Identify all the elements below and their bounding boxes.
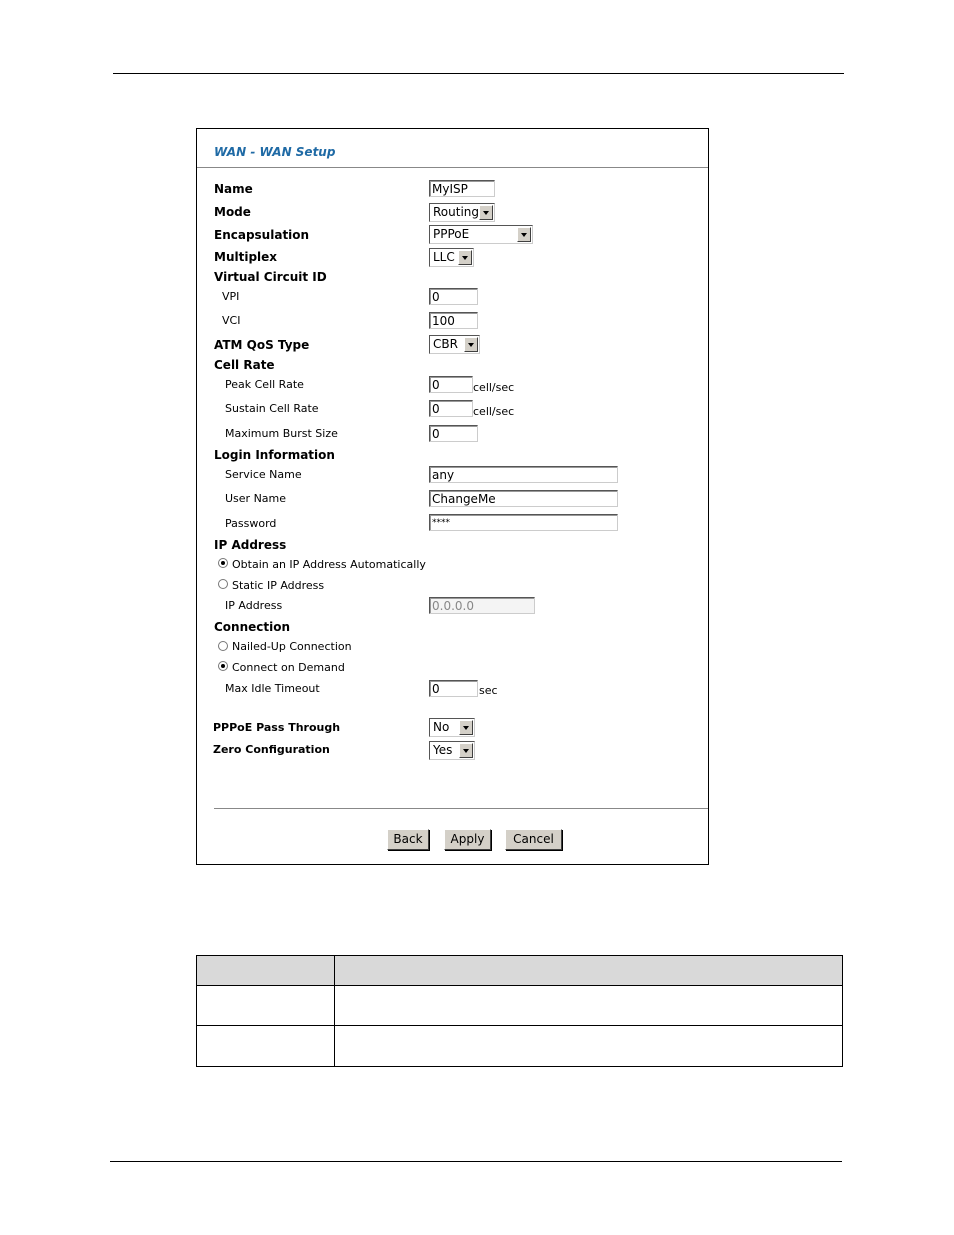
- multiplex-label: Multiplex: [214, 250, 278, 264]
- connect-on-demand-label: Connect on Demand: [232, 661, 345, 674]
- vci-input[interactable]: 100: [429, 312, 478, 329]
- vpi-label: VPI: [222, 290, 240, 303]
- table-header-row: [196, 955, 843, 985]
- max-idle-timeout-input[interactable]: 0: [429, 680, 478, 697]
- wan-setup-panel: [196, 128, 709, 865]
- name-label: Name: [214, 182, 253, 196]
- mode-label: Mode: [214, 205, 251, 219]
- multiplex-value: LLC: [433, 250, 455, 264]
- max-idle-timeout-unit: sec: [479, 684, 498, 697]
- sustain-cell-rate-input[interactable]: 0: [429, 400, 473, 417]
- ip-address-section-label: IP Address: [214, 538, 287, 552]
- max-idle-timeout-label: Max Idle Timeout: [225, 682, 320, 695]
- virtual-circuit-label: Virtual Circuit ID: [214, 270, 327, 284]
- ip-static-label: Static IP Address: [232, 579, 325, 592]
- password-input[interactable]: ****: [429, 514, 618, 531]
- encapsulation-label: Encapsulation: [214, 228, 310, 242]
- pppoe-pass-through-select[interactable]: [429, 718, 475, 737]
- user-name-label: User Name: [225, 492, 287, 505]
- table-border-right: [842, 955, 843, 1067]
- table-border-top: [196, 955, 843, 956]
- name-input[interactable]: MyISP: [429, 180, 495, 197]
- service-name-label: Service Name: [225, 468, 302, 481]
- chevron-down-icon[interactable]: [459, 743, 473, 758]
- ip-auto-label: Obtain an IP Address Automatically: [232, 558, 426, 571]
- encapsulation-value: PPPoE: [433, 227, 470, 241]
- buttons-divider: [214, 808, 708, 809]
- zero-configuration-label: Zero Configuration: [213, 743, 330, 756]
- table-border-header: [196, 985, 843, 986]
- ip-static-radio[interactable]: [218, 579, 228, 589]
- nailed-up-label: Nailed-Up Connection: [232, 640, 352, 653]
- cell-rate-label: Cell Rate: [214, 358, 275, 372]
- vpi-input[interactable]: 0: [429, 288, 478, 305]
- chevron-down-icon[interactable]: [517, 227, 531, 242]
- chevron-down-icon[interactable]: [458, 250, 472, 265]
- table-border-left: [196, 955, 197, 1067]
- sustain-cell-rate-unit: cell/sec: [473, 405, 515, 418]
- peak-cell-rate-label: Peak Cell Rate: [225, 378, 304, 391]
- vci-label: VCI: [222, 314, 241, 327]
- pppoe-pass-through-label: PPPoE Pass Through: [213, 721, 341, 734]
- connection-label: Connection: [214, 620, 291, 634]
- table-border-mid: [334, 955, 335, 1067]
- user-name-input[interactable]: ChangeMe: [429, 490, 618, 507]
- peak-cell-rate-unit: cell/sec: [473, 381, 515, 394]
- title-divider: [197, 167, 708, 168]
- description-table: [196, 955, 843, 1067]
- zero-configuration-value: Yes: [433, 743, 453, 757]
- peak-cell-rate-input[interactable]: 0: [429, 376, 473, 393]
- password-label: Password: [225, 517, 277, 530]
- mode-select[interactable]: [429, 203, 495, 222]
- pppoe-pass-through-value: No: [433, 720, 450, 734]
- connect-on-demand-radio[interactable]: [218, 661, 228, 671]
- mode-value: Routing: [433, 205, 480, 219]
- back-button[interactable]: Back: [387, 829, 429, 850]
- chevron-down-icon[interactable]: [464, 337, 478, 352]
- service-name-input[interactable]: any: [429, 466, 618, 483]
- chevron-down-icon[interactable]: [479, 205, 493, 220]
- zero-configuration-select[interactable]: [429, 741, 475, 760]
- page-title: WAN - WAN Setup: [214, 145, 336, 159]
- sustain-cell-rate-label: Sustain Cell Rate: [225, 402, 319, 415]
- ip-address-label: IP Address: [225, 599, 283, 612]
- cancel-button[interactable]: Cancel: [505, 829, 562, 850]
- max-burst-size-label: Maximum Burst Size: [225, 427, 338, 440]
- footer-rule: [110, 1161, 842, 1162]
- ip-address-input[interactable]: 0.0.0.0: [429, 597, 535, 614]
- encapsulation-select[interactable]: [429, 225, 533, 244]
- nailed-up-radio[interactable]: [218, 641, 228, 651]
- header-rule: [113, 73, 844, 74]
- atm-qos-label: ATM QoS Type: [214, 338, 310, 352]
- apply-button[interactable]: Apply: [444, 829, 491, 850]
- max-burst-size-input[interactable]: 0: [429, 425, 478, 442]
- ip-auto-radio[interactable]: [218, 558, 228, 568]
- chevron-down-icon[interactable]: [459, 720, 473, 735]
- table-border-row: [196, 1025, 843, 1026]
- atm-qos-select[interactable]: [429, 335, 480, 354]
- login-info-label: Login Information: [214, 448, 335, 462]
- atm-qos-value: CBR: [433, 337, 458, 351]
- table-border-bottom: [196, 1066, 843, 1067]
- multiplex-select[interactable]: [429, 248, 474, 267]
